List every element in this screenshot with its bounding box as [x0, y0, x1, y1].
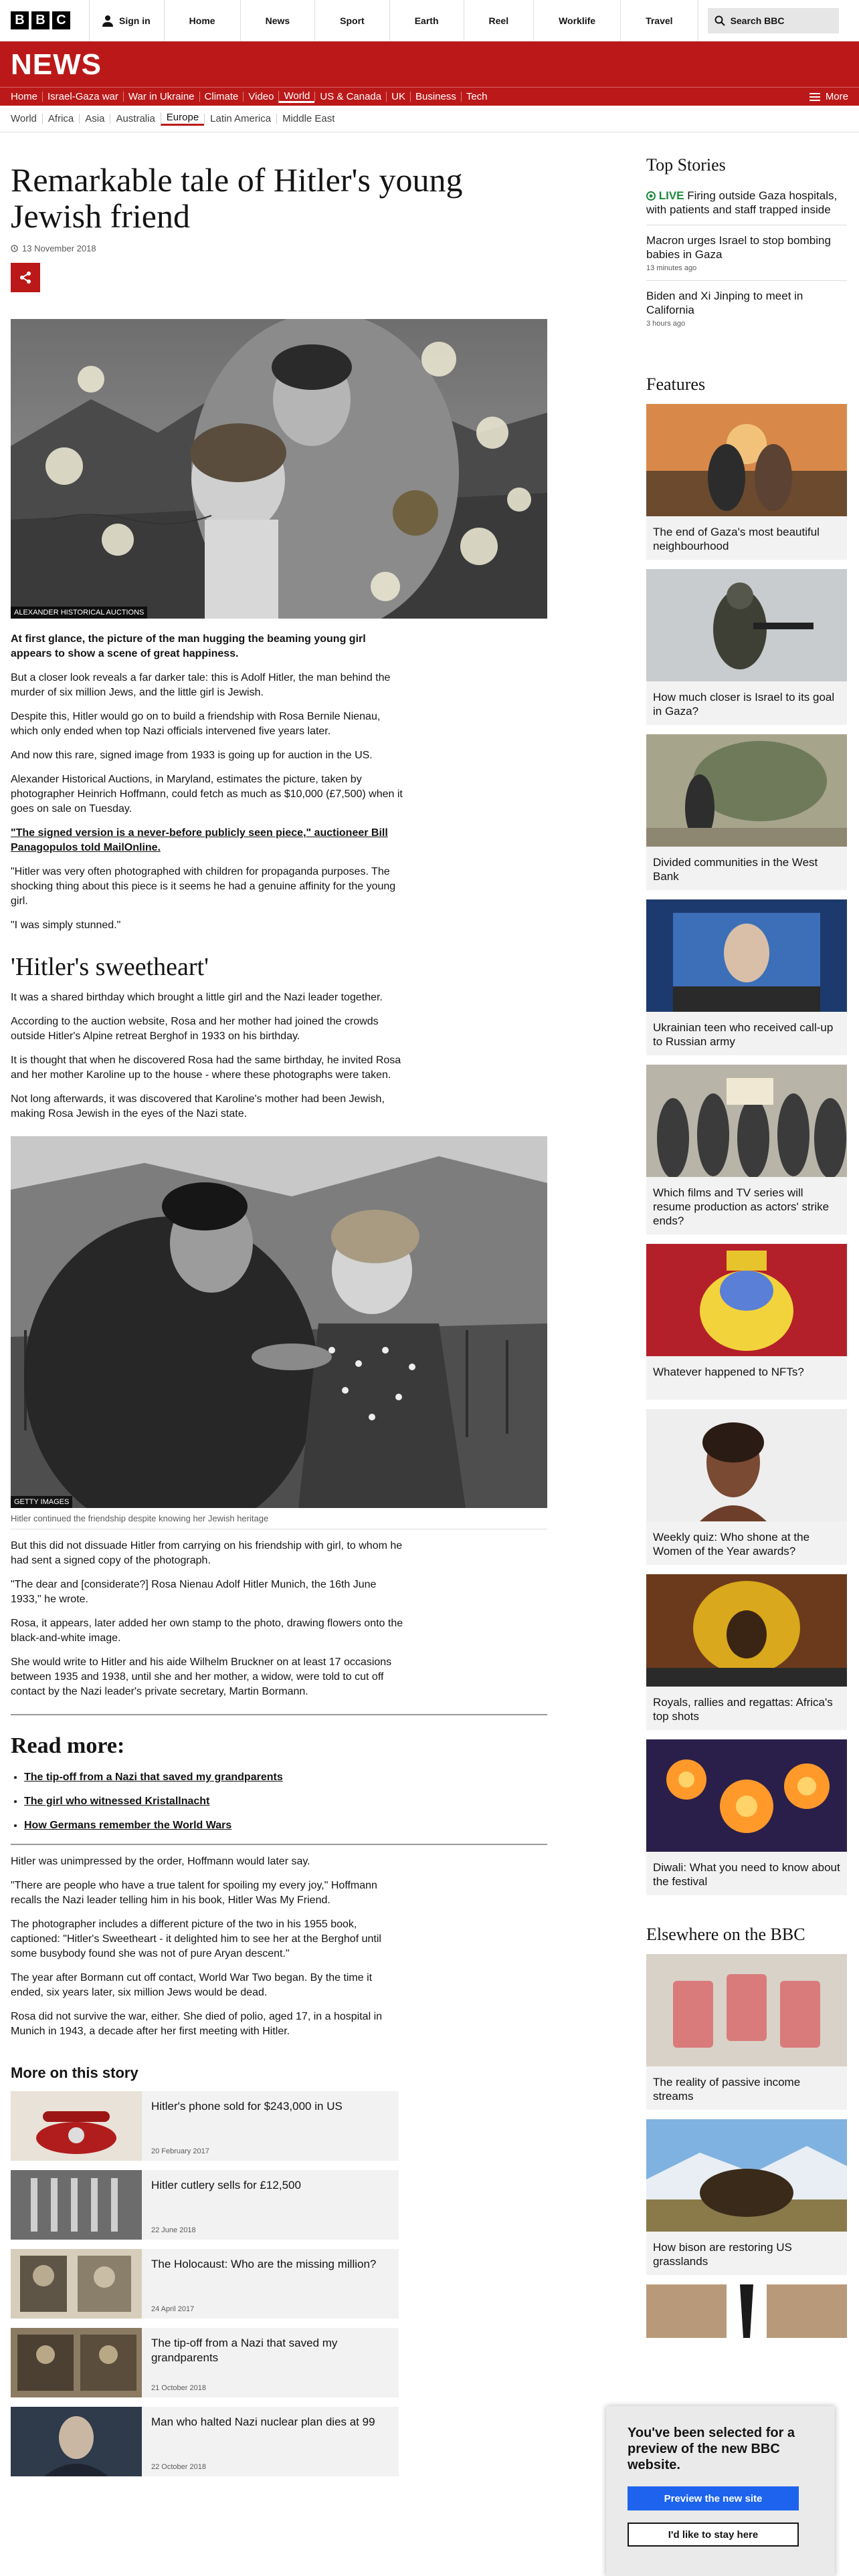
- paragraph: Despite this, Hitler would go on to build a friendship with Rosa Bernile Nienau, which only ended when top Nazi officials intervened five years later.: [11, 711, 381, 737]
- news-nav-business[interactable]: Business: [410, 92, 461, 102]
- feature-headline: How much closer is Israel to its goal in Gaza?: [653, 691, 835, 718]
- elsewhere-card[interactable]: [646, 1954, 847, 2110]
- top-stories-title: Top Stories: [646, 155, 726, 175]
- bbc-masthead: [0, 0, 859, 41]
- feature-card[interactable]: [646, 569, 847, 725]
- share-button[interactable]: [11, 263, 40, 292]
- paragraph: It is thought that when he discovered Rosa had the same birthday, he invited Rosa and her mother Karoline up to the house - where these photographs were taken.: [11, 1055, 401, 1081]
- thumb-cutlery: [11, 2170, 142, 2240]
- related-story-card[interactable]: [11, 2091, 399, 2161]
- read-more-link[interactable]: • How Germans remember the World Wars: [24, 1820, 547, 1832]
- top-story-headline: [646, 189, 847, 217]
- news-header: [0, 41, 859, 106]
- bbc-logo-letter: B: [11, 11, 29, 29]
- top-story-item[interactable]: [646, 225, 847, 281]
- news-nav-world[interactable]: World: [278, 91, 314, 103]
- masthead-nav-news[interactable]: News: [241, 0, 316, 41]
- news-nav-ukraine[interactable]: War in Ukraine: [123, 92, 199, 102]
- top-story-time: 3 hours ago: [646, 320, 686, 328]
- read-more-link[interactable]: • The tip-off from a Nazi that saved my grandparents: [24, 1772, 547, 1784]
- masthead-nav-reel[interactable]: Reel: [464, 0, 535, 41]
- article-body-continued: [11, 1539, 547, 1699]
- paragraph: It was a shared birthday which brought a little girl and the Nazi leader together.: [11, 992, 383, 1003]
- related-story-card[interactable]: [11, 2170, 399, 2240]
- related-story-date: 24 April 2017: [151, 2305, 195, 2313]
- more-on-this-story: [11, 2064, 547, 2476]
- related-story-card[interactable]: [11, 2407, 399, 2476]
- feature-headline: Weekly quiz: Who shone at the Women of the Year awards?: [653, 1531, 810, 1558]
- stay-here-button[interactable]: I'd like to stay here: [628, 2523, 799, 2547]
- feature-headline: Which films and TV series will resume production as actors' strike ends?: [653, 1186, 830, 1227]
- feature-image-africa-royals: [646, 1574, 847, 1687]
- related-story-card[interactable]: [11, 2328, 399, 2397]
- divider: [11, 1844, 547, 1845]
- paragraph: She would write to Hitler and his aide Wilhelm Bruckner on at least 17 occasions between 1935 and 1938, until she and her mother, a widow, were told to cut off contact by the Nazi leader's private secretary, Martin Bormann.: [11, 1656, 392, 1697]
- more-menu-button[interactable]: [809, 91, 848, 102]
- region-nav-world[interactable]: World: [11, 113, 37, 124]
- paragraph: "I was simply stunned.": [11, 920, 121, 931]
- news-nav: [0, 87, 859, 106]
- paragraph: Rosa did not survive the war, either. She died of polio, aged 17, in a hospital in Munich in 1943, a decade after her first meeting with Hitler.: [11, 2011, 383, 2037]
- region-nav-australia[interactable]: Australia: [110, 114, 160, 124]
- related-story-headline: The Holocaust: Who are the missing million?: [151, 2258, 377, 2270]
- photo-hitler-greeting-rosa: [11, 1136, 547, 1508]
- sidebar: [646, 155, 847, 2338]
- elsewhere-image-partial: [646, 2284, 847, 2338]
- search-placeholder: Search BBC: [730, 15, 785, 26]
- feature-image-west-bank: [646, 734, 847, 847]
- features-title: Features: [646, 374, 706, 394]
- elsewhere-title: Elsewhere on the BBC: [646, 1925, 805, 1944]
- top-story-headline: Biden and Xi Jinping to meet in California: [646, 290, 803, 316]
- paragraph: At first glance, the picture of the man hugging the beaming young girl appears to show a scene of great happiness.: [11, 633, 366, 659]
- user-icon: [102, 15, 114, 27]
- thumb-holocaust-photos: [11, 2249, 142, 2319]
- masthead-nav-earth[interactable]: Earth: [390, 0, 464, 41]
- paragraph: Not long afterwards, it was discovered that Karoline's mother had been Jewish, making Rosa Jewish in the eyes of the Nazi state.: [11, 1093, 385, 1119]
- thumb-grandparents: [11, 2328, 142, 2397]
- related-story-date: 22 June 2018: [151, 2226, 196, 2234]
- feature-image-diwali: [646, 1739, 847, 1852]
- divider: [11, 1714, 547, 1715]
- feature-card[interactable]: [646, 1244, 847, 1400]
- paragraph: "There are people who have a true talent for spoiling my every joy," Hoffmann recalls the Nazi leader telling him in his book, Hitler Was My Friend.: [11, 1880, 377, 1906]
- paragraph: But this did not dissuade Hitler from carrying on his friendship with girl, to whom he had sent a signed copy of the photograph.: [11, 1540, 403, 1566]
- masthead-nav: [165, 0, 698, 41]
- top-story-item[interactable]: [646, 281, 847, 336]
- search-icon: [714, 15, 725, 26]
- read-more-section: [11, 1733, 547, 1832]
- region-nav-africa[interactable]: Africa: [42, 114, 79, 124]
- news-nav-israel-gaza[interactable]: Israel-Gaza war: [42, 92, 123, 102]
- feature-card[interactable]: [646, 404, 847, 560]
- more-on-this-story-title: More on this story: [11, 2064, 138, 2081]
- feature-headline: Royals, rallies and regattas: Africa's top shots: [653, 1696, 833, 1723]
- bbc-logo-letter: B: [31, 11, 50, 29]
- share-icon: [19, 271, 32, 284]
- elsewhere-headline: The reality of passive income streams: [653, 2076, 801, 2103]
- sign-in-label: Sign in: [119, 15, 151, 26]
- related-story-headline: Hitler cutlery sells for £12,500: [151, 2179, 301, 2191]
- section-heading: 'Hitler's sweetheart': [11, 953, 209, 981]
- news-nav-video[interactable]: Video: [243, 92, 278, 102]
- masthead-nav-sport[interactable]: Sport: [315, 0, 390, 41]
- top-story-item[interactable]: [646, 181, 847, 225]
- feature-card[interactable]: [646, 899, 847, 1055]
- paragraph: The year after Bormann cut off contact, World War Two began. By the time it ended, six years later, six million Jews would be dead.: [11, 1972, 373, 1998]
- elsewhere-card-partial[interactable]: [646, 2284, 847, 2338]
- article-body-end: [11, 1854, 547, 2039]
- related-story-headline: Man who halted Nazi nuclear plan dies at 99: [151, 2416, 375, 2428]
- elsewhere-image-bison: [646, 2119, 847, 2232]
- feature-card[interactable]: [646, 1409, 847, 1565]
- elsewhere-headline: How bison are restoring US grasslands: [653, 2241, 792, 2268]
- paragraph: The photographer includes a different picture of the two in his 1955 book, captioned: "Hitler's Sweetheart - it delighted him to see her at the Berghof until some busybody found she was not of pure Aryan descent.": [11, 1919, 381, 1959]
- feature-image-soldier: [646, 569, 847, 681]
- article-body: [11, 632, 547, 1121]
- paragraph: "Hitler was very often photographed with children for propaganda purposes. The shocking thing about this piece is it seems he had a genuine affinity for the young girl.: [11, 866, 396, 907]
- preview-site-dialog: [606, 2406, 835, 2576]
- top-story-text: Firing outside Gaza hospitals, with patients and staff trapped inside: [646, 189, 838, 216]
- news-nav-uk[interactable]: UK: [386, 92, 410, 102]
- read-more-title: Read more:: [11, 1733, 125, 1758]
- image-credit: ALEXANDER HISTORICAL AUCTIONS: [11, 607, 147, 619]
- feature-image-women-of-year: [646, 1409, 847, 1521]
- live-icon: [646, 191, 656, 201]
- top-story-headline: Macron urges Israel to stop bombing babies in Gaza: [646, 234, 831, 261]
- feature-image-actors-strike: [646, 1065, 847, 1177]
- article-title: Remarkable tale of Hitler's young Jewish friend: [11, 161, 463, 235]
- paragraph: "The dear and [considerate?] Rosa Nienau Adolf Hitler Munich, the 16th June 1933," he wrote.: [11, 1579, 377, 1605]
- feature-card[interactable]: [646, 1065, 847, 1235]
- article-date: [11, 243, 547, 253]
- clock-icon: [11, 245, 18, 252]
- article-image-hitler-rosa-getty: [11, 1136, 547, 1508]
- paragraph: Hitler was unimpressed by the order, Hoffmann would later say.: [11, 1856, 310, 1867]
- masthead-nav-home[interactable]: Home: [165, 0, 241, 41]
- feature-headline: Diwali: What you need to know about the festival: [653, 1861, 840, 1888]
- live-label: LIVE: [658, 189, 684, 202]
- paragraph: But a closer look reveals a far darker tale: this is Adolf Hitler, the man behind the murder of six million Jews, and the little girl is Jewish.: [11, 672, 391, 698]
- news-nav-tech[interactable]: Tech: [461, 92, 492, 102]
- preview-new-site-button[interactable]: Preview the new site: [628, 2486, 799, 2510]
- image-caption: Hitler continued the friendship despite knowing her Jewish heritage: [11, 1508, 547, 1529]
- article-date-text: 13 November 2018: [22, 243, 96, 253]
- related-story-date: 20 February 2017: [151, 2147, 209, 2155]
- feature-card[interactable]: [646, 1739, 847, 1895]
- masthead-nav-travel[interactable]: Travel: [621, 0, 698, 41]
- mailonline-link[interactable]: "The signed version is a never-before publicly seen piece," auctioneer Bill Panagopulos told MailOnline.: [11, 827, 388, 853]
- bbc-logo-letter: C: [52, 11, 70, 29]
- elsewhere-image-phones: [646, 1954, 847, 2066]
- news-nav-us-canada[interactable]: US & Canada: [314, 92, 386, 102]
- read-more-link[interactable]: • The girl who witnessed Kristallnacht: [24, 1796, 547, 1808]
- preview-dialog-headline: You've been selected for a preview of the new BBC website.: [628, 2426, 795, 2472]
- news-nav-home[interactable]: Home: [11, 91, 38, 102]
- paragraph: According to the auction website, Rosa and her mother had joined the crowds outside Hitler's Alpine retreat Berghof in 1933 on his birthday.: [11, 1016, 379, 1042]
- bbc-logo[interactable]: [11, 11, 70, 29]
- paragraph: Alexander Historical Auctions, in Maryland, estimates the picture, taken by photographer Heinrich Hoffmann, could fetch as much as $10,000 (£7,500) when it goes on sale on Tuesday.: [11, 774, 403, 815]
- feature-image-gaza-neighbourhood: [646, 404, 847, 516]
- feature-image-nfts: [646, 1244, 847, 1356]
- article-image-hitler-hug: [11, 319, 547, 619]
- feature-headline: The end of Gaza's most beautiful neighbourhood: [653, 526, 820, 552]
- paragraph: And now this rare, signed image from 1933 is going up for auction in the US.: [11, 750, 373, 761]
- elsewhere-card[interactable]: [646, 2119, 847, 2275]
- hamburger-icon: [809, 93, 820, 101]
- related-story-headline: The tip-off from a Nazi that saved my grandparents: [151, 2337, 338, 2364]
- paragraph: Rosa, it appears, later added her own stamp to the photo, drawing flowers onto the black-and-white image.: [11, 1618, 403, 1644]
- thumb-red-telephone: [11, 2091, 142, 2161]
- related-story-date: 21 October 2018: [151, 2384, 206, 2392]
- more-label: More: [825, 91, 848, 102]
- region-nav-latin-america[interactable]: Latin America: [204, 114, 276, 124]
- search-input[interactable]: [708, 8, 839, 33]
- photo-hitler-and-rosa: [11, 319, 547, 619]
- region-nav-asia[interactable]: Asia: [79, 114, 110, 124]
- region-nav-middle-east[interactable]: Middle East: [276, 114, 340, 124]
- news-nav-climate[interactable]: Climate: [199, 92, 244, 102]
- feature-headline: Ukrainian teen who received call-up to Russian army: [653, 1021, 834, 1048]
- feature-headline: Divided communities in the West Bank: [653, 856, 818, 883]
- feature-image-ukrainian-teen: [646, 899, 847, 1012]
- news-logo[interactable]: NEWS: [11, 48, 102, 81]
- image-credit: GETTY IMAGES: [11, 1496, 72, 1508]
- feature-headline: Whatever happened to NFTs?: [653, 1366, 804, 1378]
- masthead-nav-worklife[interactable]: Worklife: [534, 0, 621, 41]
- region-nav-europe[interactable]: Europe: [161, 112, 204, 126]
- article: [11, 159, 547, 2476]
- related-story-headline: Hitler's phone sold for $243,000 in US: [151, 2100, 343, 2113]
- feature-card[interactable]: [646, 734, 847, 890]
- feature-card[interactable]: [646, 1574, 847, 1730]
- top-story-time: 13 minutes ago: [646, 264, 697, 272]
- sign-in-button[interactable]: [89, 0, 165, 41]
- related-story-date: 22 October 2018: [151, 2463, 206, 2471]
- thumb-old-man: [11, 2407, 142, 2476]
- region-nav: [0, 106, 859, 132]
- related-story-card[interactable]: [11, 2249, 399, 2319]
